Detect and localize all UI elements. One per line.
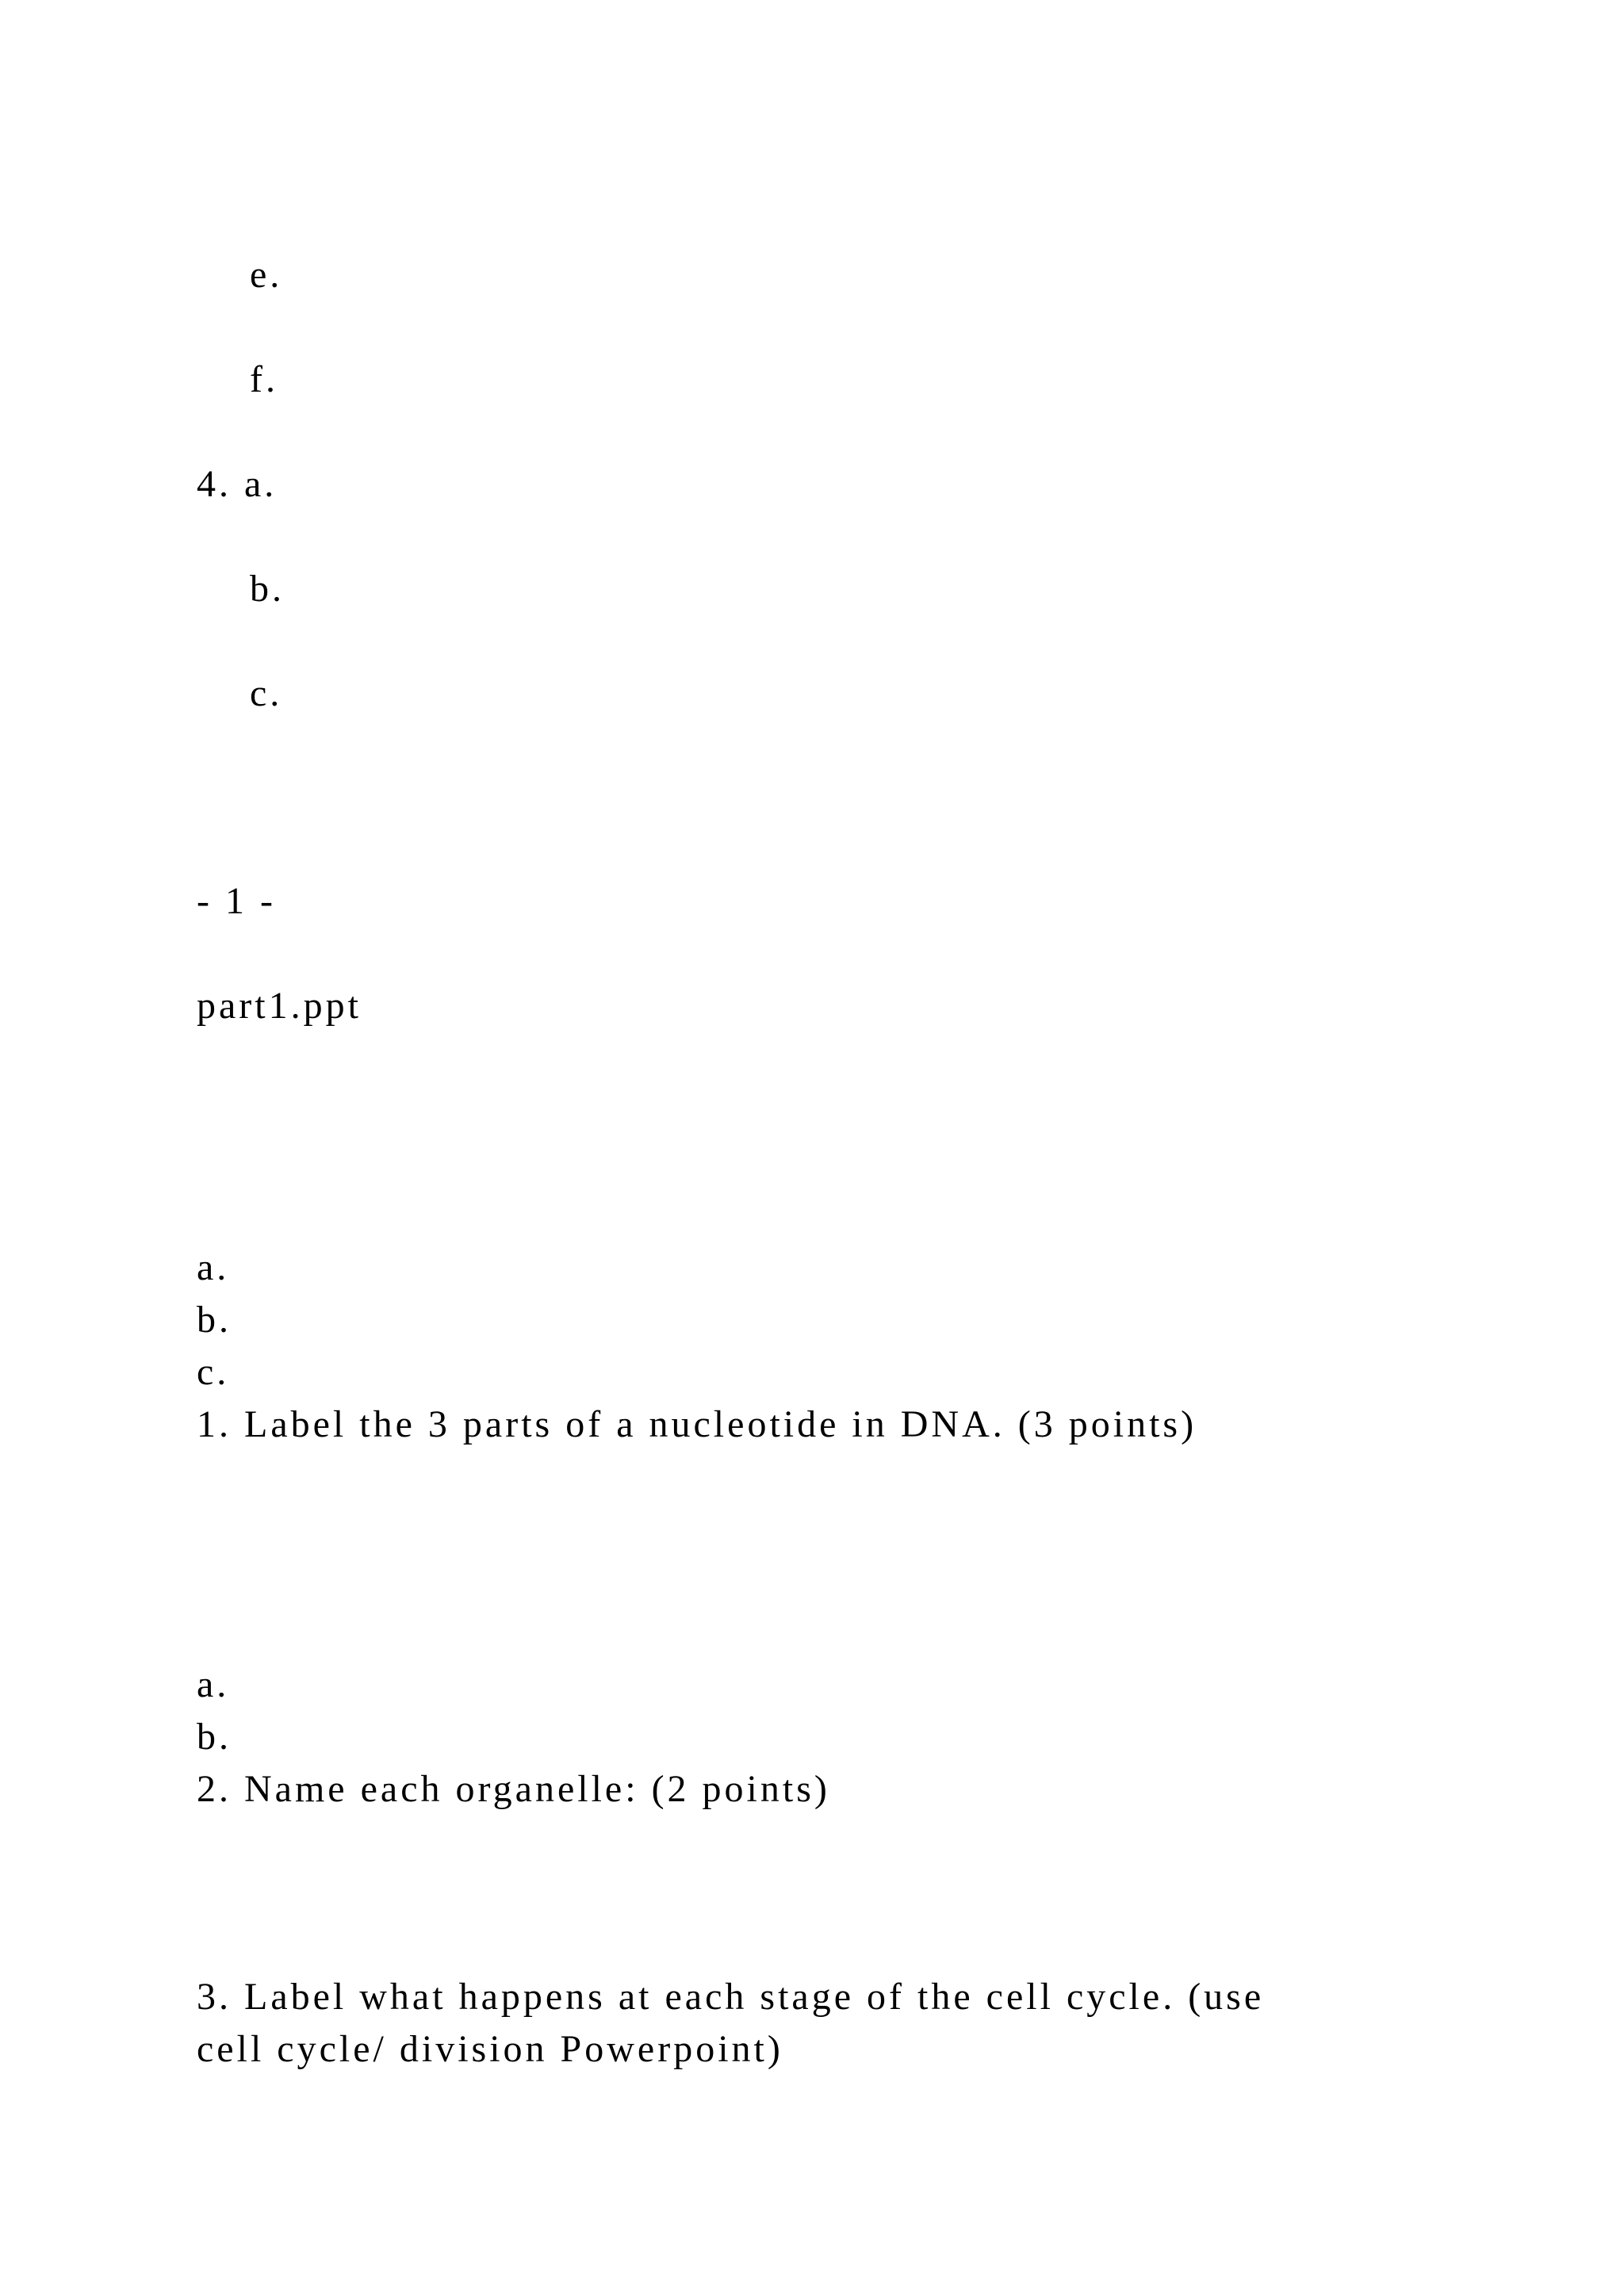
list-item-c: c. — [250, 672, 283, 714]
q2-label-a: a. — [197, 1663, 230, 1705]
page-number: - 1 - — [197, 880, 276, 922]
file-name: part1.ppt — [197, 985, 362, 1027]
q1-label-a: a. — [197, 1246, 230, 1288]
question-2-text: 2. Name each organelle: (2 points) — [197, 1768, 830, 1810]
question-3-text-line1: 3. Label what happens at each stage of the cell cycle. (use — [197, 1976, 1265, 2018]
list-item-f: f. — [250, 358, 278, 400]
list-item-4a: 4. a. — [197, 463, 278, 505]
question-3-text-line2: cell cycle/ division Powerpoint) — [197, 2028, 783, 2070]
q1-label-b: b. — [197, 1299, 232, 1341]
list-item-b: b. — [250, 568, 285, 610]
q2-label-b: b. — [197, 1716, 232, 1758]
question-1-text: 1. Label the 3 parts of a nucleotide in DNA. (3 points) — [197, 1403, 1197, 1445]
q1-label-c: c. — [197, 1351, 230, 1393]
list-item-e: e. — [250, 254, 283, 296]
